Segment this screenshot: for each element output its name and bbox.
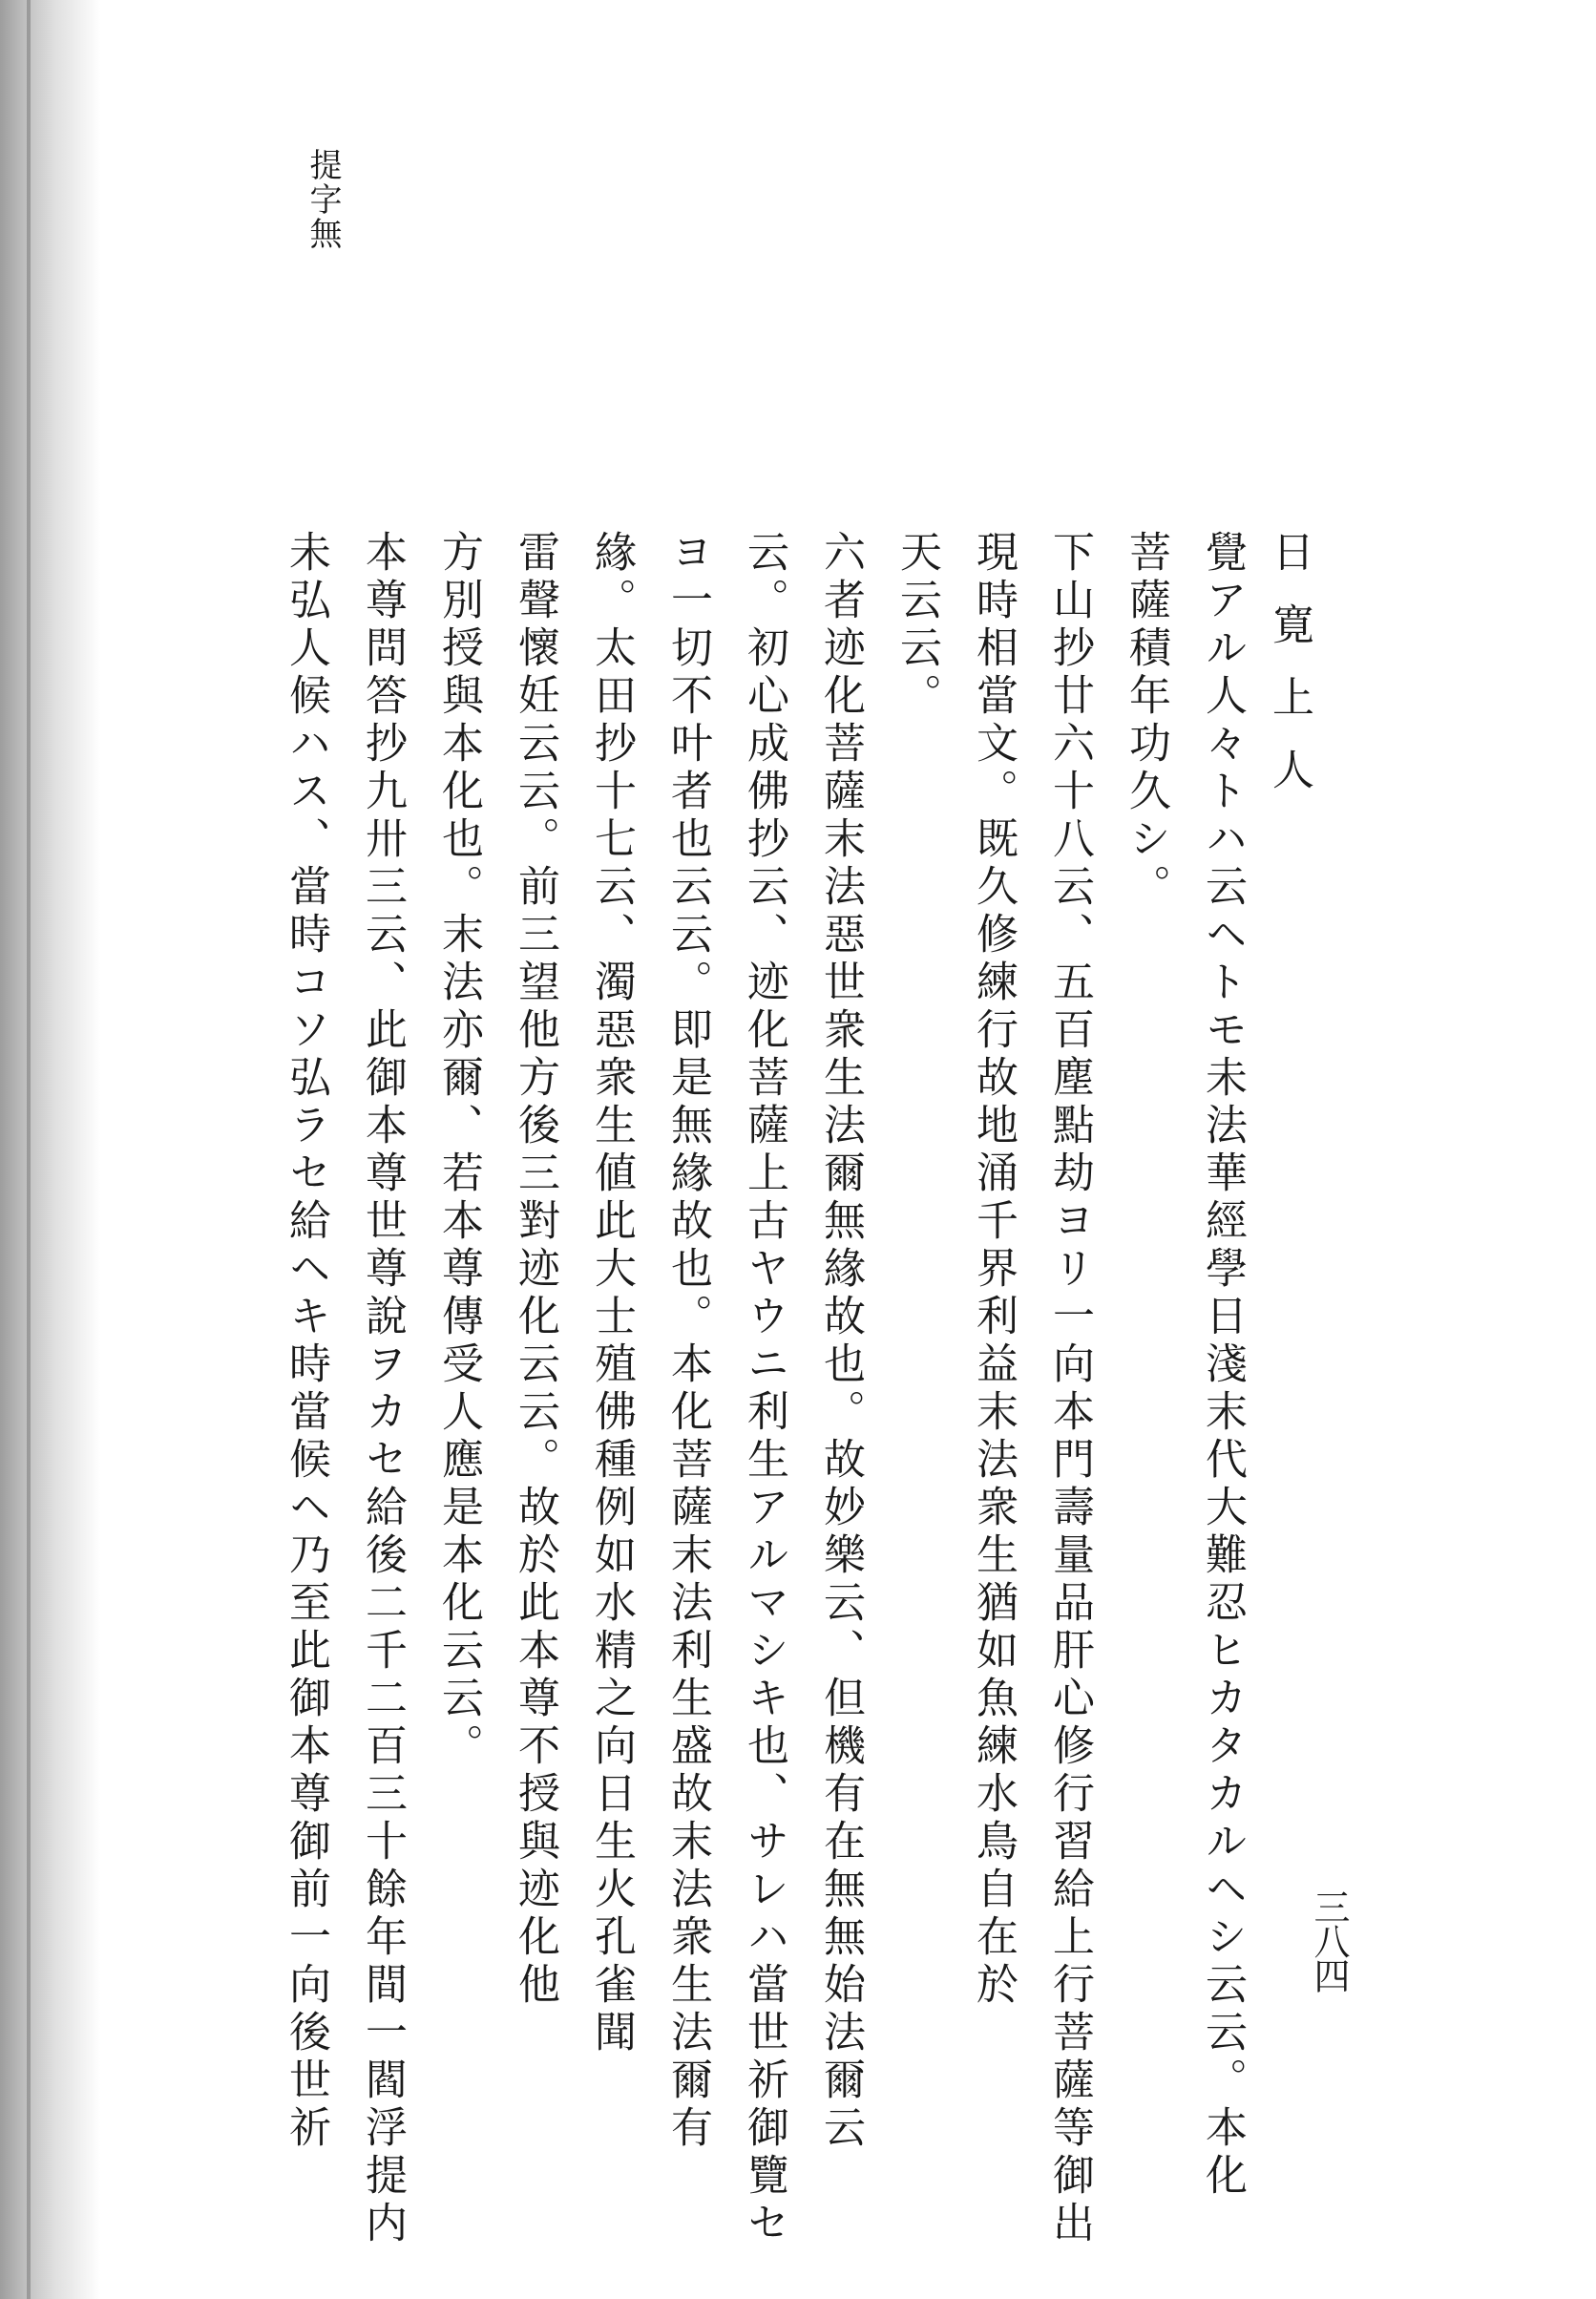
text-line: 本尊問答抄九卅三云、此御本尊世尊說ヲカセ給後二千二百三十餘年間一閻浮提内 [358, 530, 407, 2248]
text-line: 下山抄廿六十八云、五百塵點劫ヨリ一向本門壽量品肝心修行習給上行菩薩等御出 [1045, 530, 1094, 2248]
text-line: 覺アル人々トハ云ヘトモ未法華經學日淺末代大難忍ヒカタカルヘシ云云。本化 [1198, 530, 1247, 2201]
page-spine-line [27, 0, 31, 2299]
text-line: 現時相當文。既久修練行故地涌千界利益末法衆生猶如魚練水鳥自在於 [969, 530, 1018, 2010]
text-line: 六者迹化菩薩末法惡世衆生法爾無緣故也。故妙樂云、但機有在無無始法爾云 [816, 530, 865, 2153]
page-number: 三八四 [1308, 1888, 1350, 1992]
running-header-title: 日寛上人 [1265, 530, 1313, 820]
margin-note: 提字無 [304, 148, 342, 251]
body-text [250, 530, 1247, 2248]
text-line: 未弘人候ハス、當時コソ弘ラセ給ヘキ時當候ヘ乃至此御本尊御前一向後世祈 [282, 530, 330, 2153]
text-line: 雷聲懷妊云云。前三望他方後三對迹化云云。故於此本尊不授與迹化他 [511, 530, 559, 2010]
text-line: 菩薩積年功久シ。 [1122, 530, 1170, 912]
text-line: 天云云。 [892, 530, 941, 721]
text-line: 方別授與本化也。末法亦爾、若本尊傳受人應是本化云云。 [434, 530, 483, 1771]
text-line: 云。初心成佛抄云、迹化菩薩上古ヤウニ利生アルマシキ也、サレハ當世祈御覽セ [740, 530, 788, 2248]
text-line: 緣。太田抄十七云、濁惡衆生値此大士殖佛種例如水精之向日生火孔雀聞 [587, 530, 636, 2057]
text-line: ヨ一切不叶者也云云。即是無緣故也。本化菩薩末法利生盛故末法衆生法爾有 [663, 530, 712, 2153]
page-spine-shadow [0, 0, 100, 2299]
